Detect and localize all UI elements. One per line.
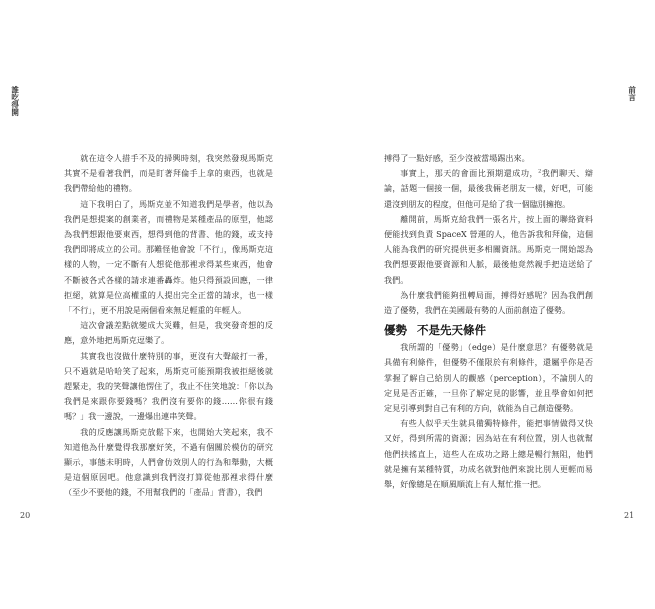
- right-paragraph-6: 有些人似乎天生就具備獨特條件，能把事情做得又快又好，得到所需的資源；因為站在有利位置，別人也就幫他們扶搖直上，這些人在成功之路上總是暢行無阻，他們就是擁有某種特質，功成名就對他們來說比別人更輕而易舉，好像總是在順風順流上有人幫忙推一把。: [384, 418, 593, 490]
- right-paragraph-5: 我所謂的「優勢」（edge）是什麼意思？有優勢就是具備有利條件，但優勢不僅限於有利條件，還屬乎你是否掌握了解自己給別人的觀感（perception），不論別人的定見是否正確，一旦你了解定見的影響，並且學會如何把定見引導到對自己有利的方向，就能為自己創造優勢。: [384, 342, 593, 414]
- right-paragraph-2-text: 事實上，那天的會面比預期還成功，: [400, 168, 539, 179]
- right-page-number: 21: [624, 511, 635, 520]
- left-paragraph-3: 這次會議差點就變成大災難，但是，我突發奇想的反應，意外地把馬斯克逗樂了。: [64, 320, 273, 346]
- left-running-header-text: 誰吃得開: [10, 86, 20, 116]
- left-paragraph-5: 我的反應讓馬斯克放鬆下來，也開始大笑起來，我不知道他為什麼覺得我那麼好笑，不過有個關於模仿的研究顯示，事態未明時，人們會仿效別人的行為和舉動，大概是這個原因吧。他意識到我們沒打算從他那裡求得什麼（至少不要他的錢，不用幫我們的「產品」背書），我們: [64, 426, 273, 498]
- section-heading-sub: 不是先天條件: [417, 323, 486, 338]
- right-paragraph-3: 離開前，馬斯克給我們一張名片，按上面的聯絡資料便能找到負責 SpaceX 營運的人，他告訴我和拜倫，這個人能為我們的研究提供更多相關資訊。馬斯克一開始認為我們想要跟他要資源和人脈，最後他竟然親手把這送給了我們。: [384, 213, 593, 285]
- footnote-marker: 2: [538, 168, 542, 175]
- left-paragraph-1: 就在這令人措手不及的掃興時刻，我突然發現馬斯克其實不是看著我們，而是盯著拜倫手上拿的東西，也就是我們帶給他的禮物。: [64, 153, 273, 194]
- right-paragraph-2: [384, 166, 593, 212]
- left-running-header: [10, 86, 19, 116]
- right-paragraph-1: 搏得了一點好感，至少沒被當場踢出來。: [384, 153, 530, 163]
- left-page-body: [64, 151, 273, 501]
- left-paragraph-4: 其實我也沒做什麼特別的事，更沒有大聲敲打一番，只不過就是哈哈笑了起來，馬斯克可能預期我被拒絕後就趕緊走，我的笑聲讓他愣住了，我止不住笑地說：「你以為我們是來跟你要錢嗎？我們沒有要你的錢……你很有錢嗎？」我一邊說，一邊爆出連串笑聲。: [64, 350, 273, 422]
- right-paragraph-4: 為什麼我們能夠扭轉局面，搏得好感呢？因為我們創造了優勢，我們在美國最有勢的人面前創造了優勢。: [384, 289, 593, 316]
- section-heading-main: 優勢: [384, 323, 407, 338]
- right-running-header-text: 前言: [627, 86, 637, 101]
- right-paragraph-2-text-cont: 我們聊天、辯論，話題一個接一個，最後我倆老朋友一樣，好吧，可能還沒到朋友的程度，但他可是給了我一個臨別擁抱。: [384, 168, 593, 209]
- right-page-body: [384, 151, 593, 492]
- right-running-header: [627, 86, 636, 101]
- section-heading: [384, 321, 593, 339]
- left-paragraph-2: 這下我明白了，馬斯克並不知道我們是學者，他以為我們是想提案的創業者，而禮物是某種產品的原型，他認為我們想跟他要東西，想得到他的背書、他的錢，或支持我們即將成立的公司。那難怪他會說「不行」，像馬斯克這樣的人物，一定不斷有人想從他那裡求得某些東西，他會不斷被各式各樣的請求連番轟炸。他只得預設回應，一律拒絕，就算是位高權重的人提出完全正當的請求，也一樣「不行」，更不用說是兩個看來無足輕重的年輕人。: [64, 198, 273, 316]
- left-page-number: 20: [20, 511, 31, 520]
